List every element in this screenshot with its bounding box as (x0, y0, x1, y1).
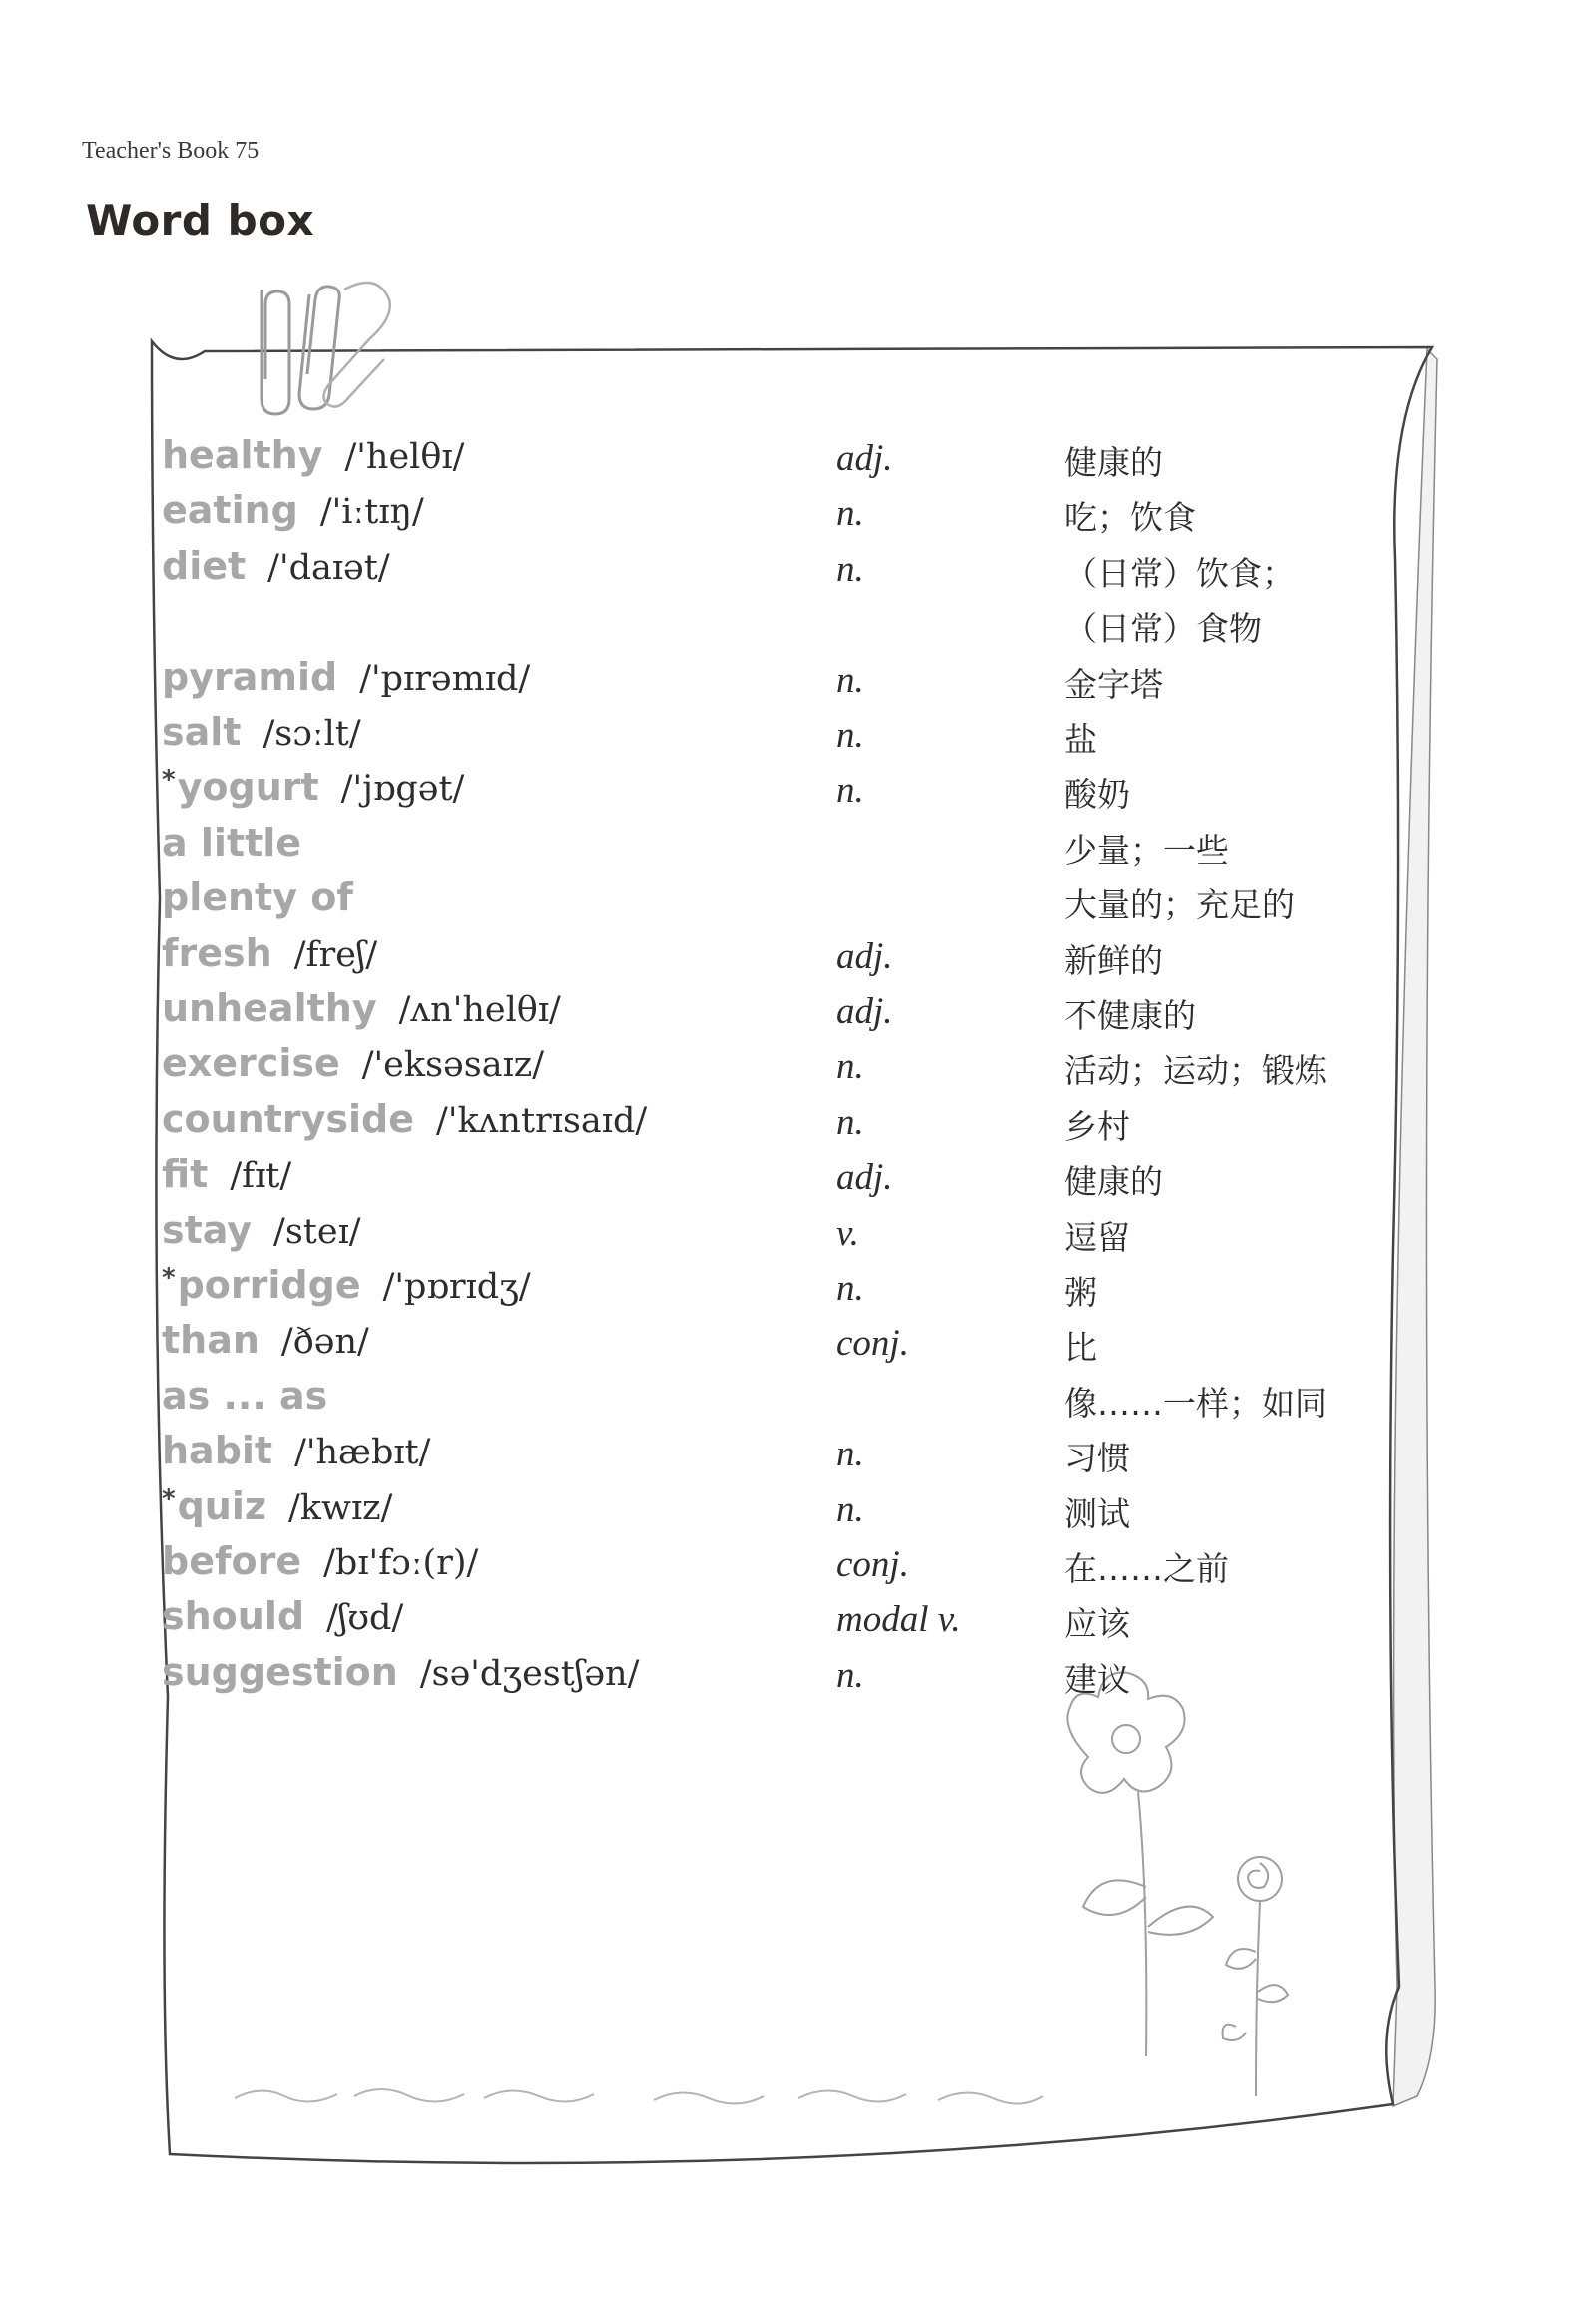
word-term (162, 1152, 291, 1196)
word-meaning: （日常）食物 (1064, 609, 1262, 649)
word-entry-row (0, 875, 1580, 927)
word-entry-row (0, 1208, 1580, 1260)
word-entry-row (0, 488, 1580, 540)
word-entry-row (0, 1594, 1580, 1646)
word-part-of-speech: conj. (836, 1323, 909, 1365)
word-text: countryside (162, 1096, 415, 1141)
word-text: habit (162, 1429, 273, 1473)
word-part-of-speech: n. (836, 493, 864, 535)
word-phonetic: /sɔːlt/ (263, 714, 361, 754)
word-phonetic: /'kʌntrɪsaɪd/ (436, 1100, 648, 1141)
word-entry-row (0, 1097, 1580, 1149)
word-entry-row (0, 765, 1580, 817)
word-text: plenty of (162, 875, 353, 920)
word-text: suggestion (162, 1649, 398, 1694)
word-part-of-speech: v. (836, 1212, 859, 1254)
word-phonetic: /fɪt/ (230, 1156, 292, 1197)
word-entry-row (0, 1650, 1580, 1702)
word-phonetic: /ʌn'helθɪ/ (398, 990, 561, 1030)
word-meaning: 在……之前 (1064, 1549, 1229, 1588)
word-text: healthy (162, 433, 323, 477)
word-text: eating (162, 488, 298, 533)
word-text: should (162, 1594, 305, 1639)
word-term (162, 544, 390, 588)
word-entry-row (0, 1374, 1580, 1426)
word-term (162, 655, 530, 699)
word-text: stay (162, 1207, 253, 1252)
word-term (162, 986, 561, 1030)
word-part-of-speech: adj. (836, 935, 893, 977)
word-term (162, 1097, 647, 1141)
word-part-of-speech: conj. (836, 1544, 909, 1585)
word-entry-row (0, 599, 1580, 651)
word-entry-row (0, 1429, 1580, 1480)
word-part-of-speech: n. (836, 1488, 864, 1530)
word-part-of-speech: n. (836, 659, 864, 701)
word-meaning: 酸奶 (1064, 775, 1130, 815)
word-phonetic: /'jɒgət/ (340, 769, 465, 810)
word-entry-row (0, 544, 1580, 596)
word-text: a little (162, 820, 302, 865)
page-header: Teacher's Book 75 (82, 138, 260, 164)
word-entry-row (0, 1484, 1580, 1536)
word-term (162, 1594, 403, 1638)
word-meaning: （日常）饮食； (1064, 553, 1295, 593)
word-meaning: 比 (1064, 1328, 1097, 1368)
word-entry-row (0, 1539, 1580, 1591)
word-entry-row (0, 1041, 1580, 1093)
word-part-of-speech: n. (836, 715, 864, 756)
word-part-of-speech: n. (836, 548, 864, 590)
word-text: salt (162, 710, 242, 754)
word-entry-row (0, 821, 1580, 872)
word-part-of-speech: adj. (836, 991, 893, 1032)
word-phonetic: /bɪ'fɔː(r)/ (323, 1543, 479, 1583)
word-meaning: 应该 (1064, 1604, 1130, 1644)
word-text: yogurt (177, 765, 319, 810)
optional-word-star: * (162, 765, 176, 796)
word-meaning: 新鲜的 (1064, 940, 1163, 980)
word-meaning: 乡村 (1064, 1106, 1130, 1146)
word-entry-row (0, 433, 1580, 485)
word-term (162, 765, 464, 809)
word-phonetic: /'pɪrəmɪd/ (359, 658, 531, 699)
word-text: unhealthy (162, 986, 377, 1030)
word-entry-row (0, 710, 1580, 762)
word-text: exercise (162, 1041, 340, 1086)
word-part-of-speech: n. (836, 1101, 864, 1143)
word-meaning: 金字塔 (1064, 664, 1163, 704)
word-meaning: 建议 (1064, 1659, 1130, 1699)
word-phonetic: /'eksəsaɪz/ (361, 1045, 545, 1086)
word-meaning: 吃；饮食 (1064, 498, 1196, 538)
word-term (162, 1318, 369, 1362)
word-meaning: 盐 (1064, 720, 1097, 759)
word-term (162, 1374, 327, 1418)
word-meaning: 不健康的 (1064, 996, 1196, 1035)
word-part-of-speech: n. (836, 1434, 864, 1475)
page-title: Word box (86, 196, 315, 245)
word-phonetic: /freʃ/ (293, 934, 378, 975)
word-meaning: 少量；一些 (1064, 830, 1229, 870)
word-meaning: 活动；运动；锻炼 (1064, 1051, 1327, 1091)
word-term (162, 488, 424, 532)
word-part-of-speech: adj. (836, 1157, 893, 1199)
word-phonetic: /'daɪət/ (267, 547, 390, 588)
word-meaning: 健康的 (1064, 1162, 1163, 1202)
word-term (162, 1429, 430, 1472)
word-entry-row (0, 655, 1580, 707)
word-phonetic: /kwɪz/ (288, 1487, 393, 1528)
word-meaning: 习惯 (1064, 1439, 1130, 1478)
word-term (162, 821, 301, 865)
word-term (162, 433, 464, 477)
word-text: as ... as (162, 1373, 328, 1418)
word-phonetic: /'pɒrɪdʒ/ (382, 1267, 531, 1307)
word-phonetic: /'iːtɪŋ/ (319, 492, 424, 533)
word-text: fit (162, 1152, 209, 1197)
word-text: pyramid (162, 654, 338, 699)
word-part-of-speech: n. (836, 1268, 864, 1309)
word-text: diet (162, 543, 247, 588)
word-part-of-speech: n. (836, 1654, 864, 1696)
word-text: than (162, 1318, 260, 1363)
word-text: before (162, 1539, 302, 1583)
word-meaning: 健康的 (1064, 443, 1163, 482)
word-entry-row (0, 1152, 1580, 1204)
word-term (162, 1650, 639, 1694)
word-term (162, 1208, 361, 1252)
word-part-of-speech: adj. (836, 438, 893, 479)
word-part-of-speech: n. (836, 770, 864, 812)
word-term (162, 1041, 544, 1085)
word-text: quiz (177, 1483, 267, 1528)
word-term (162, 1263, 531, 1307)
word-term (162, 1484, 392, 1528)
word-meaning: 测试 (1064, 1493, 1130, 1533)
word-entry-row (0, 1263, 1580, 1315)
word-part-of-speech: modal v. (836, 1599, 961, 1641)
word-phonetic: /steɪ/ (273, 1211, 361, 1252)
word-entry-row (0, 931, 1580, 983)
word-entry-row (0, 986, 1580, 1038)
optional-word-star: * (162, 1263, 176, 1293)
word-part-of-speech: n. (836, 1046, 864, 1088)
word-meaning: 逗留 (1064, 1217, 1130, 1257)
word-meaning: 大量的；充足的 (1064, 885, 1295, 925)
word-phonetic: /'hæbɪt/ (294, 1433, 431, 1473)
word-entry-row (0, 1318, 1580, 1370)
word-meaning: 像……一样；如同 (1064, 1383, 1327, 1423)
word-phonetic: /ðən/ (280, 1322, 369, 1363)
word-text: fresh (162, 930, 272, 975)
word-phonetic: /ʃʊd/ (326, 1598, 404, 1639)
word-term (162, 710, 361, 754)
word-meaning: 粥 (1064, 1273, 1097, 1312)
word-text: porridge (177, 1263, 361, 1307)
word-phonetic: /'helθɪ/ (344, 437, 465, 477)
optional-word-star: * (162, 1483, 176, 1514)
word-term (162, 931, 377, 975)
word-term (162, 875, 353, 919)
word-term (162, 1539, 478, 1583)
word-phonetic: /sə'dʒestʃən/ (419, 1653, 640, 1694)
